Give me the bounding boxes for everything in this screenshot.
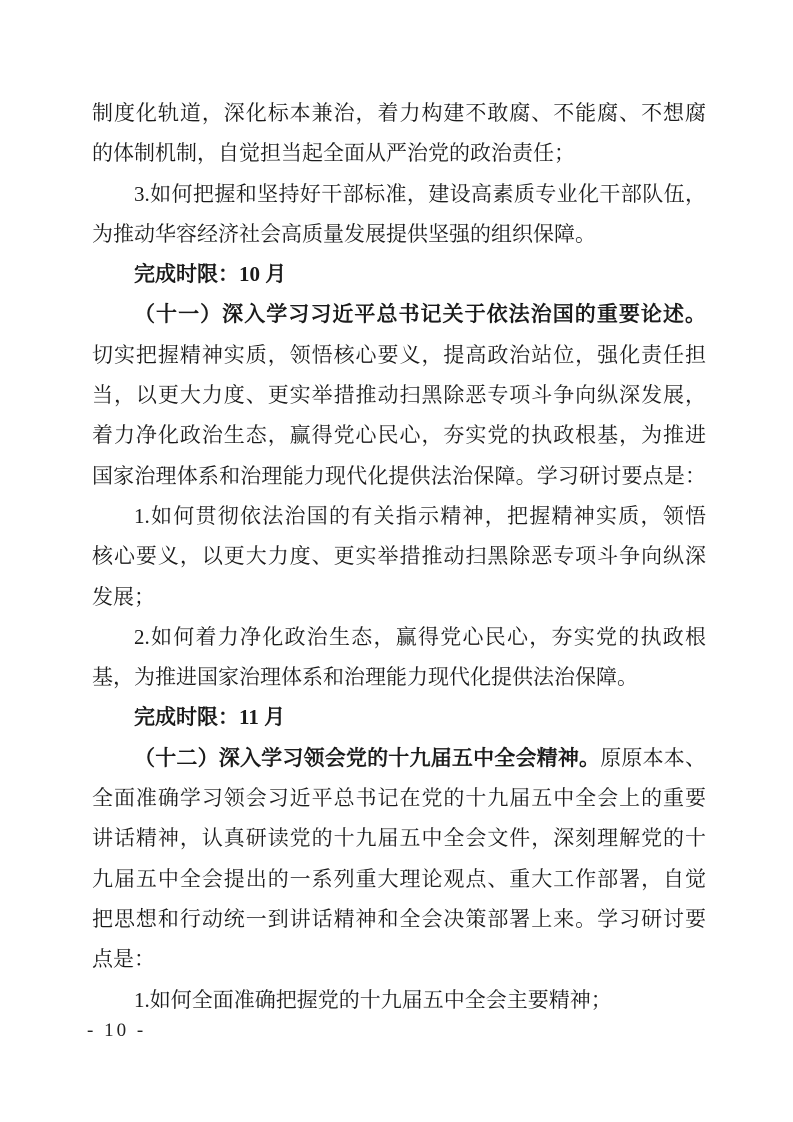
text-segment: 基，为推进国家治理体系和治理能力现代化提供法治保障。 xyxy=(92,665,638,690)
text-line xyxy=(92,859,706,899)
text-line xyxy=(92,294,706,334)
text-line xyxy=(92,93,706,133)
text-line xyxy=(92,899,706,939)
text-line xyxy=(92,536,706,576)
page-number: - 10 - xyxy=(87,1020,147,1041)
text-line xyxy=(92,214,706,254)
text-segment: 3.如何把握和坚持好干部标准，建设高素质专业化干部队伍， xyxy=(134,181,706,206)
bold-text-segment: 完成时限：10 月 xyxy=(134,262,287,287)
text-line xyxy=(92,174,706,214)
text-segment: 1.如何全面准确把握党的十九届五中全会主要精神； xyxy=(134,987,612,1012)
text-line xyxy=(92,456,706,496)
text-line xyxy=(92,254,706,294)
bold-text-segment: （十二）深入学习领会党的十九届五中全会精神。 xyxy=(134,745,601,770)
text-line xyxy=(92,778,706,818)
text-segment: 九届五中全会提出的一系列重大理论观点、重大工作部署，自觉 xyxy=(92,866,706,891)
bold-text-segment: （十一）深入学习习近平总书记关于依法治国的重要论述。 xyxy=(134,302,706,327)
text-line xyxy=(92,980,706,1020)
text-segment: 制度化轨道，深化标本兼治，着力构建不敢腐、不能腐、不想腐 xyxy=(92,101,706,125)
text-line xyxy=(92,939,706,979)
text-line xyxy=(92,577,706,617)
text-segment: 1.如何贯彻依法治国的有关指示精神，把握精神实质，领悟 xyxy=(134,503,706,528)
text-line xyxy=(92,697,706,737)
document-body xyxy=(92,93,706,1020)
text-segment: 点是： xyxy=(92,947,155,972)
text-segment: 2.如何着力净化政治生态，赢得党心民心，夯实党的执政根 xyxy=(134,624,706,649)
text-segment: 国家治理体系和治理能力现代化提供法治保障。学习研讨要点是： xyxy=(92,463,706,488)
text-segment: 把思想和行动统一到讲话精神和全会决策部署上来。学习研讨要 xyxy=(92,906,706,931)
bold-text-segment: 完成时限：11 月 xyxy=(134,705,286,730)
text-segment: 讲话精神，认真研读党的十九届五中全会文件，深刻理解党的十 xyxy=(92,826,706,851)
text-segment: 发展； xyxy=(92,584,155,609)
text-line xyxy=(92,818,706,858)
text-segment: 当，以更大力度、更实举措推动扫黑除恶专项斗争向纵深发展， xyxy=(92,383,706,408)
text-line xyxy=(92,738,706,778)
text-segment: 的体制机制，自觉担当起全面从严治党的政治责任； xyxy=(92,141,575,166)
text-segment: 为推动华容经济社会高质量发展提供坚强的组织保障。 xyxy=(92,221,596,246)
text-segment: 着力净化政治生态，赢得党心民心，夯实党的执政根基，为推进 xyxy=(92,423,706,448)
text-line xyxy=(92,657,706,697)
text-segment: 核心要义，以更大力度、更实举措推动扫黑除恶专项斗争向纵深 xyxy=(92,544,706,569)
text-line xyxy=(92,133,706,173)
text-line xyxy=(92,335,706,375)
text-line xyxy=(92,617,706,657)
text-line xyxy=(92,375,706,415)
text-segment: 原原本本、 xyxy=(600,745,707,770)
text-segment: 全面准确学习领会习近平总书记在党的十九届五中全会上的重要 xyxy=(92,786,706,811)
text-segment: 切实把握精神实质，领悟核心要义，提高政治站位，强化责任担 xyxy=(92,342,706,367)
text-line xyxy=(92,415,706,455)
text-line xyxy=(92,496,706,536)
